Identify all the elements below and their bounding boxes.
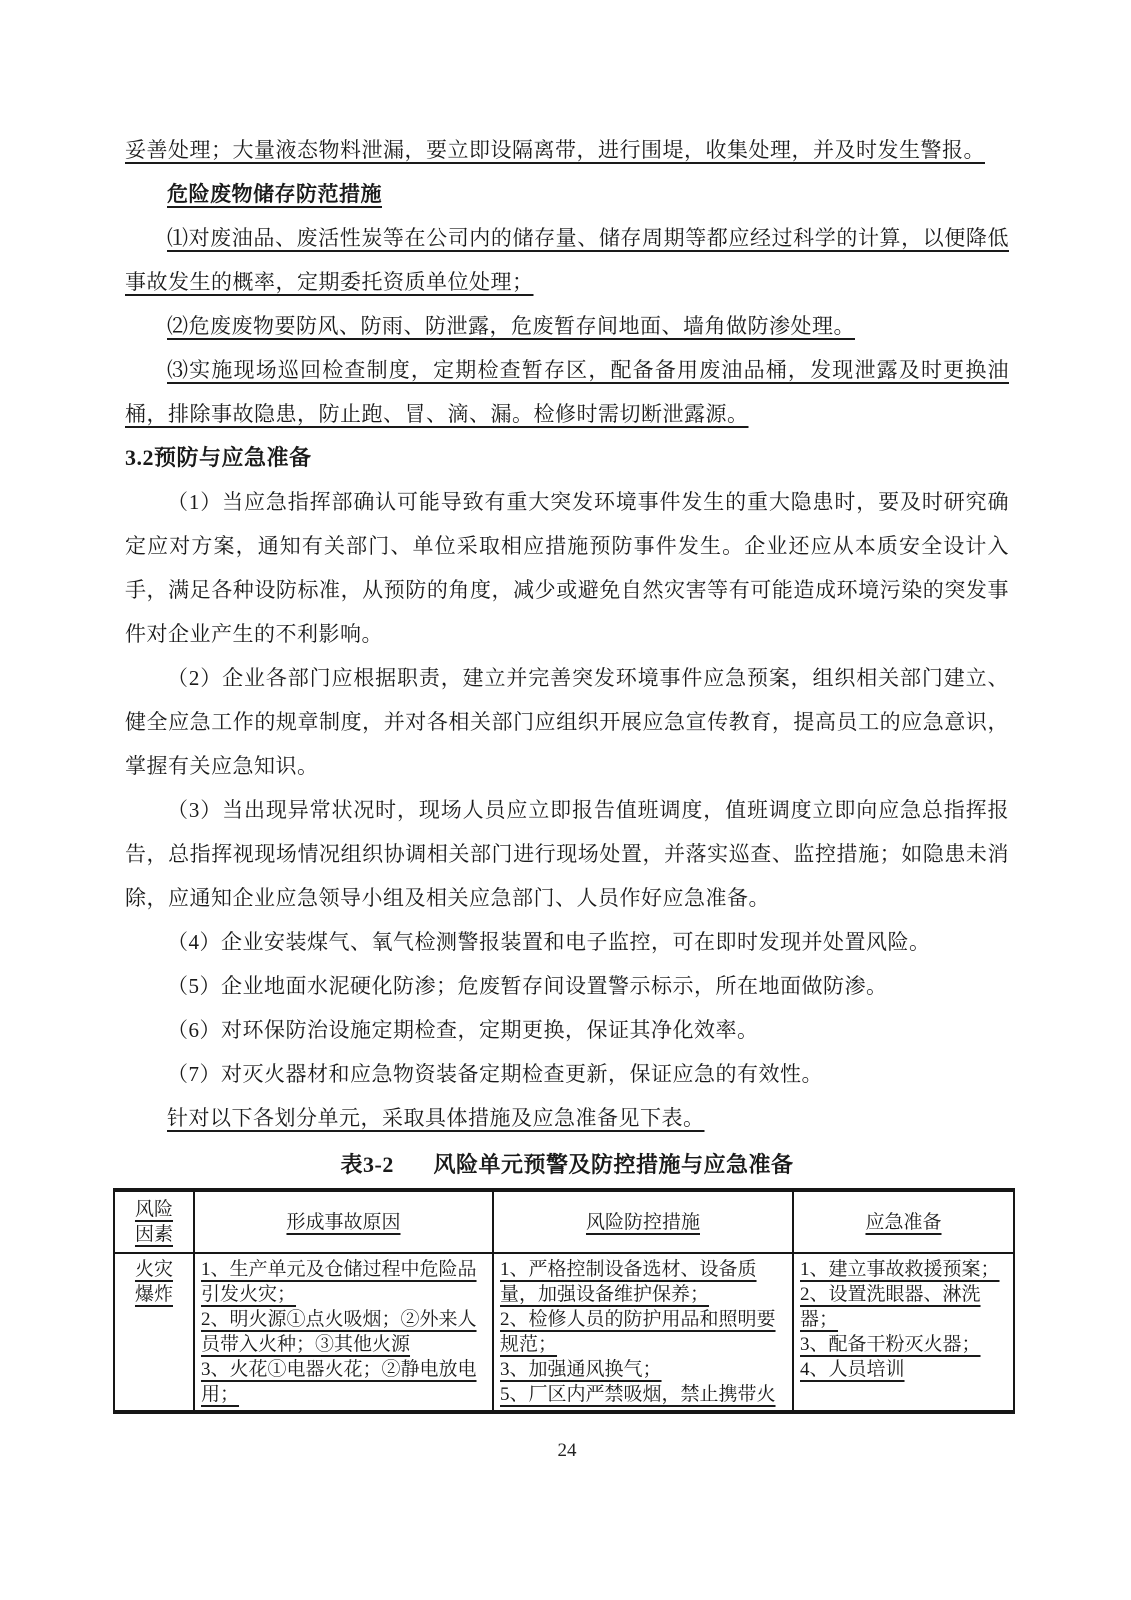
body-paragraph-2: （2）企业各部门应根据职责，建立并完善突发环境事件应急预案，组织相关部门建立、健全应急工作的规章制度，并对各相关部门应组织开展应急宣传教育，提高员工的应急意识，掌握有关应急知识。 bbox=[125, 666, 1009, 778]
cause-item: 1、生产单元及仓储过程中危险品引发火灾； bbox=[201, 1259, 477, 1305]
table-intro-sentence: 针对以下各划分单元，采取具体措施及应急准备见下表。 bbox=[167, 1106, 705, 1130]
risk-table bbox=[113, 1188, 1015, 1414]
cell-accident-causes bbox=[194, 1253, 493, 1412]
table-caption-title: 风险单元预警及防控措施与应急准备 bbox=[433, 1152, 794, 1177]
header-risk-factor-label: 风险因素 bbox=[134, 1199, 173, 1245]
cell-risk-factor bbox=[114, 1253, 194, 1412]
header-accident-cause bbox=[194, 1190, 493, 1253]
table-caption bbox=[125, 1150, 1009, 1180]
preparation-item: 2、设置洗眼器、淋洗器； bbox=[800, 1284, 981, 1330]
header-risk-factor bbox=[114, 1190, 194, 1253]
numbered-item-2: ⑵危废废物要防风、防雨、防泄露，危废暂存间地面、墙角做防渗处理。 bbox=[167, 314, 855, 338]
control-item: 3、加强通风换气； bbox=[500, 1359, 662, 1380]
continuation-paragraph: 妥善处理；大量液态物料泄漏，要立即设隔离带，进行围堤，收集处理，并及时发生警报。 bbox=[125, 138, 985, 162]
body-paragraph-5: （5）企业地面水泥硬化防渗；危废暂存间设置警示标示，所在地面做防渗。 bbox=[167, 974, 888, 998]
cell-control-measures bbox=[493, 1253, 793, 1412]
body-paragraph-4: （4）企业安装煤气、氧气检测警报装置和电子监控，可在即时发现并处置风险。 bbox=[167, 930, 931, 954]
header-emergency-preparation bbox=[793, 1190, 1014, 1253]
risk-table-row-fire-explosion bbox=[114, 1253, 1014, 1412]
table-caption-label: 表3-2 bbox=[340, 1152, 394, 1177]
control-item: 5、厂区内严禁吸烟，禁止携带火 bbox=[500, 1384, 776, 1405]
header-control-measures-label: 风险防控措施 bbox=[585, 1211, 700, 1233]
cell-emergency-preparations bbox=[793, 1253, 1014, 1412]
cause-item: 3、火花①电器火花；②静电放电用； bbox=[201, 1359, 477, 1405]
page-number: 24 bbox=[557, 1440, 577, 1461]
preparation-item: 1、建立事故救援预案； bbox=[800, 1259, 1000, 1280]
preparation-item: 4、人员培训 bbox=[800, 1359, 905, 1380]
numbered-item-3: ⑶实施现场巡回检查制度，定期检查暂存区，配备备用废油品桶，发现泄露及时更换油桶，排除事故隐患，防止跑、冒、滴、漏。检修时需切断泄露源。 bbox=[125, 358, 1009, 426]
cause-item: 2、明火源①点火吸烟；②外来人员带入火种；③其他火源 bbox=[201, 1309, 477, 1355]
section-heading-3-2: 3.2预防与应急准备 bbox=[125, 445, 312, 470]
control-item: 1、严格控制设备选材、设备质量，加强设备维护保养； bbox=[500, 1259, 757, 1305]
risk-factor-label: 火灾爆炸 bbox=[134, 1259, 173, 1305]
body-paragraph-7: （7）对灭火器材和应急物资装备定期检查更新，保证应急的有效性。 bbox=[167, 1062, 823, 1086]
body-paragraph-1: （1）当应急指挥部确认可能导致有重大突发环境事件发生的重大隐患时，要及时研究确定应对方案，通知有关部门、单位采取相应措施预防事件发生。企业还应从本质安全设计入手，满足各种设防标准，从预防的角度，减少或避免自然灾害等有可能造成环境污染的突发事件对企业产生的不利影响。 bbox=[125, 490, 1009, 646]
page-content bbox=[125, 128, 1009, 1462]
preparation-item: 3、配备干粉灭火器； bbox=[800, 1334, 981, 1355]
numbered-item-1: ⑴对废油品、废活性炭等在公司内的储存量、储存周期等都应经过科学的计算，以便降低事故发生的概率，定期委托资质单位处理； bbox=[125, 226, 1009, 294]
header-control-measures bbox=[493, 1190, 793, 1253]
risk-table-header-row bbox=[114, 1190, 1014, 1253]
header-accident-cause-label: 形成事故原因 bbox=[286, 1211, 401, 1233]
subheading-hazardous-waste-storage: 危险废物储存防范措施 bbox=[167, 182, 382, 206]
body-paragraph-3: （3）当出现异常状况时，现场人员应立即报告值班调度，值班调度立即向应急总指挥报告，总指挥视现场情况组织协调相关部门进行现场处置，并落实巡查、监控措施；如隐患未消除，应通知企业应急领导小组及相关应急部门、人员作好应急准备。 bbox=[125, 798, 1009, 910]
body-paragraph-6: （6）对环保防治设施定期检查，定期更换，保证其净化效率。 bbox=[167, 1018, 759, 1042]
header-emergency-preparation-label: 应急准备 bbox=[865, 1211, 942, 1233]
control-item: 2、检修人员的防护用品和照明要规范； bbox=[500, 1309, 776, 1355]
